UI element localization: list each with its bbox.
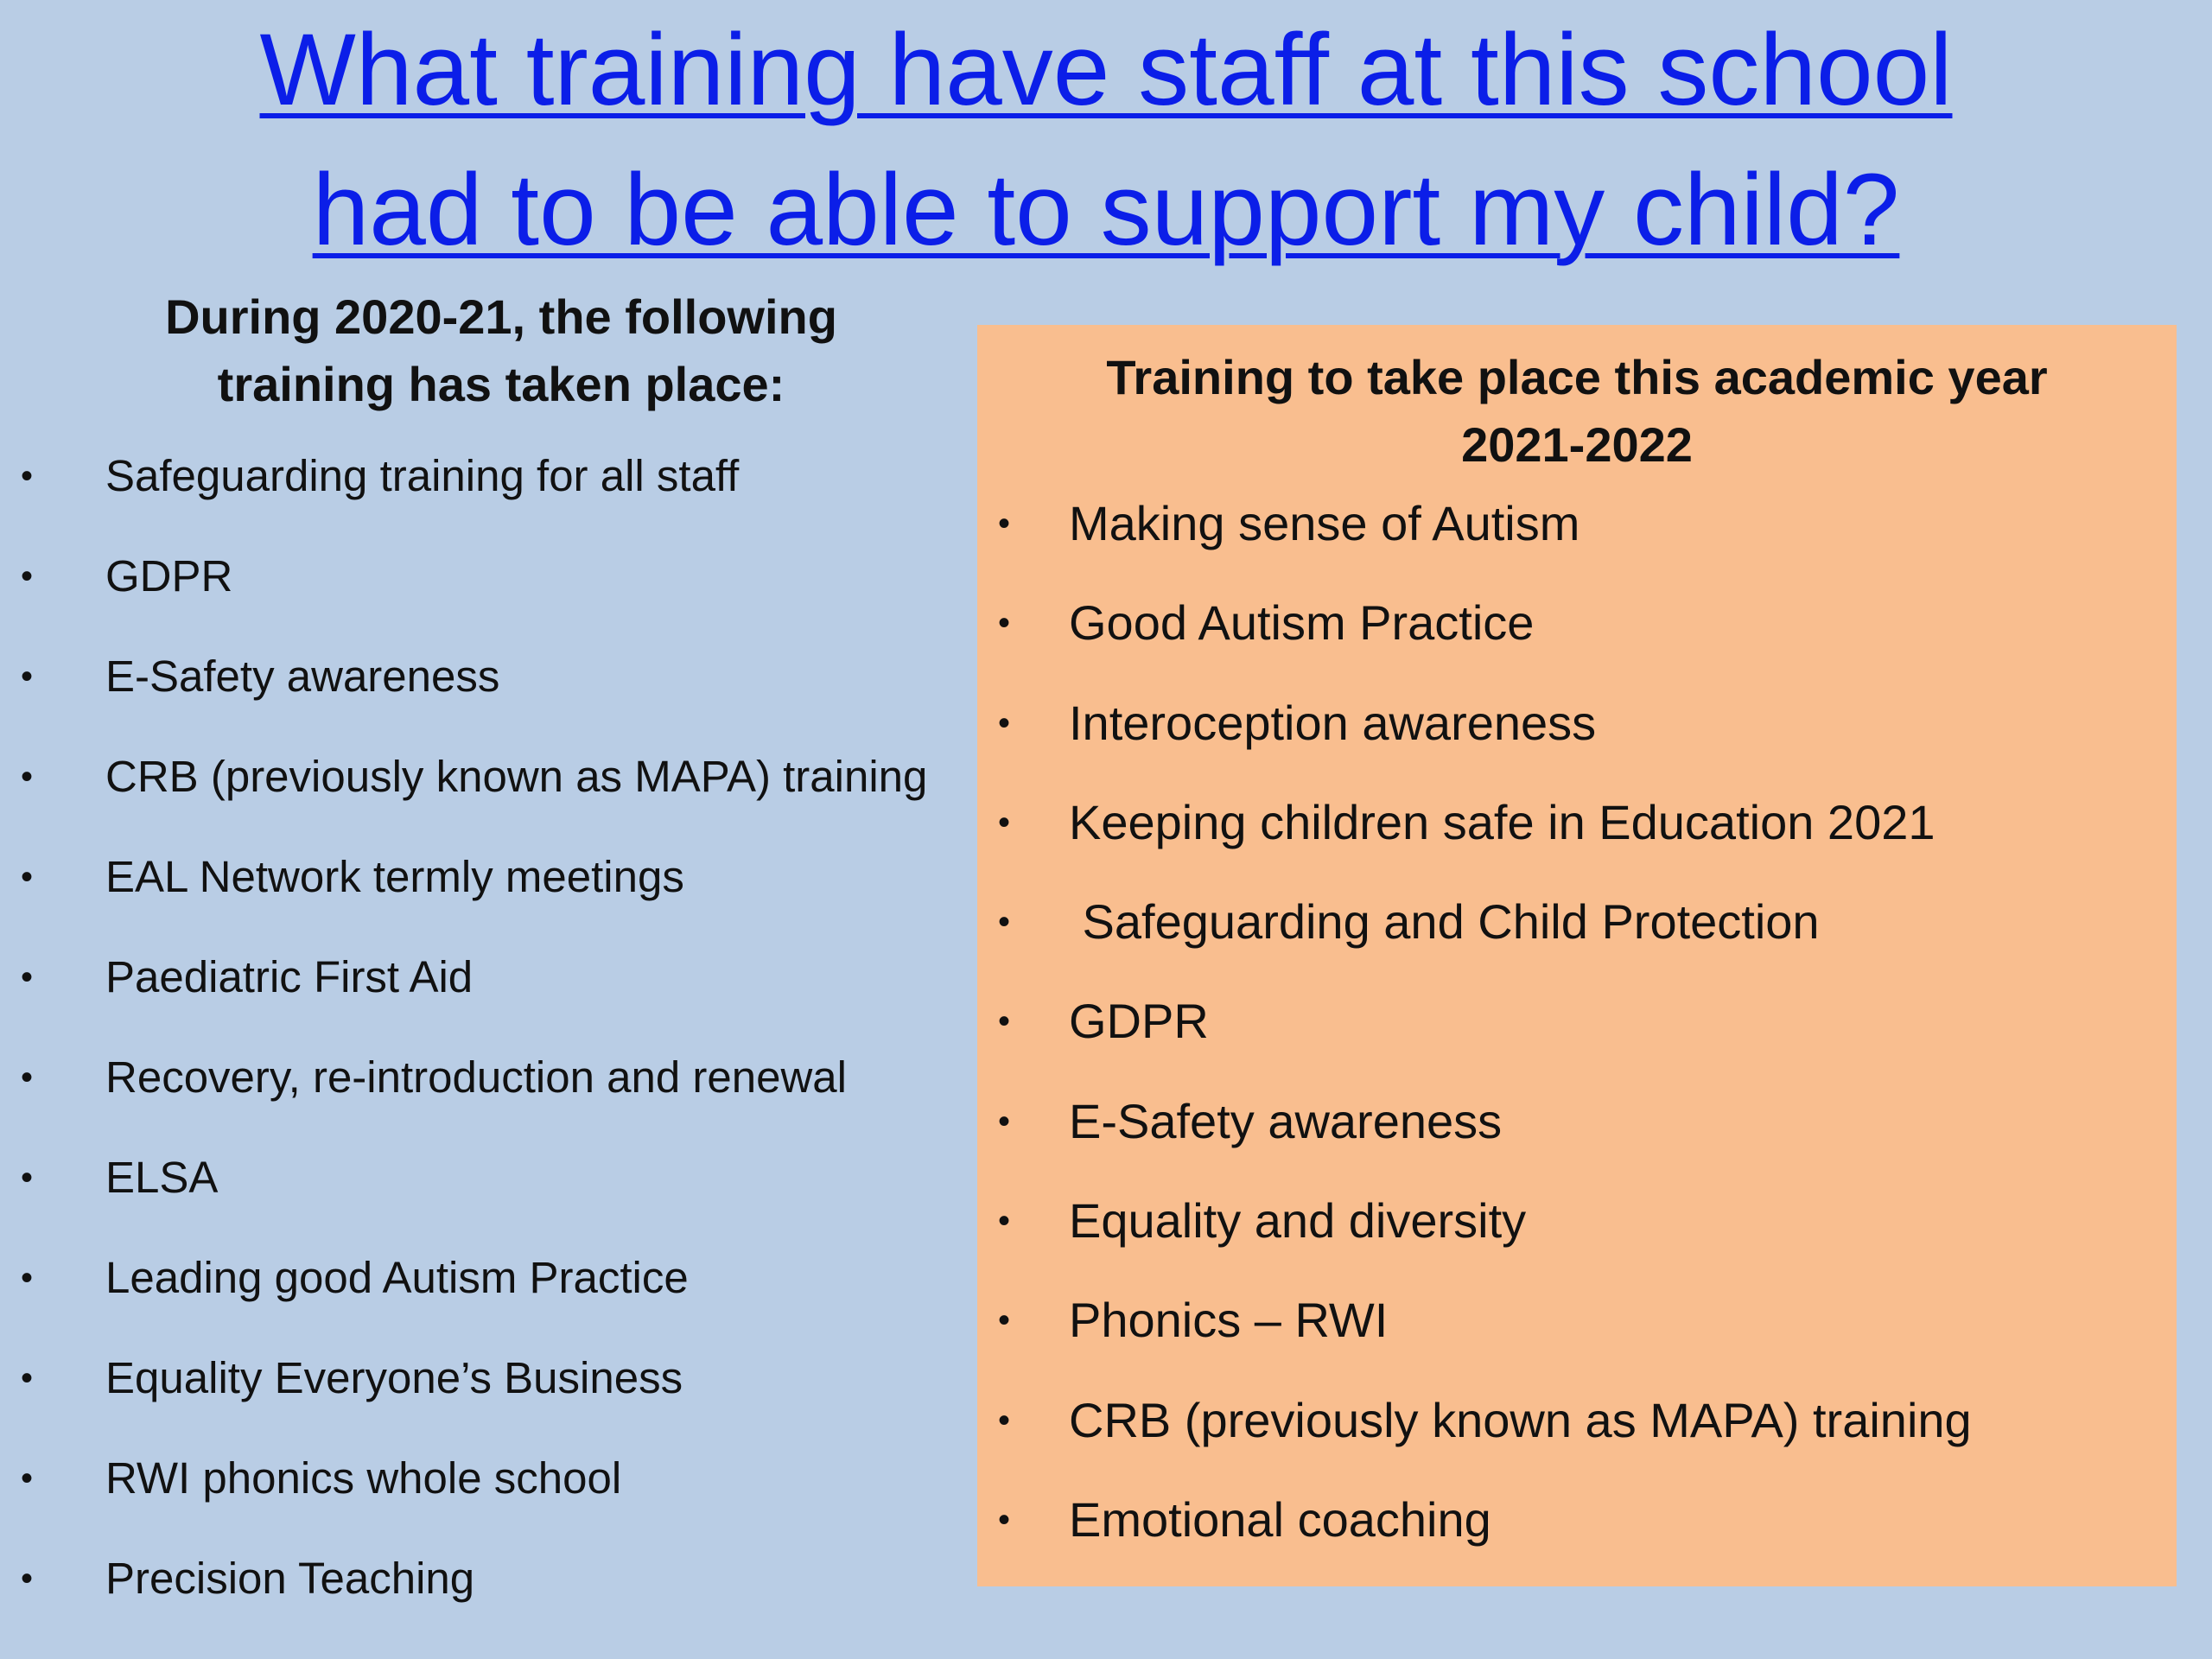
list-item [0, 1548, 968, 1649]
list-item [977, 790, 2177, 889]
bullet-icon: • [21, 1058, 34, 1096]
list-item [977, 1487, 2177, 1586]
bullet-icon: • [21, 658, 34, 696]
list-item [977, 1089, 2177, 1188]
list-item [0, 1248, 968, 1348]
page-title [0, 0, 2212, 280]
bullet-icon: • [998, 703, 1011, 742]
list-item [977, 690, 2177, 790]
left-section-heading [52, 283, 950, 418]
list-item-label: Leading good Autism Practice [105, 1253, 689, 1302]
list-item [977, 590, 2177, 690]
list-item-label: CRB (previously known as MAPA) training [1069, 1392, 1972, 1447]
bullet-icon: • [998, 1401, 1011, 1440]
bullet-icon: • [21, 858, 34, 896]
list-item-label: Keeping children safe in Education 2021 [1069, 794, 1936, 849]
list-item-label: Interoception awareness [1069, 695, 1597, 750]
list-item-label: Making sense of Autism [1069, 496, 1580, 550]
title-link-line-1[interactable]: What training have staff at this school [259, 13, 1953, 127]
completed-training-list [0, 446, 968, 1649]
bullet-icon: • [998, 803, 1011, 842]
list-item-label: Paediatric First Aid [105, 952, 474, 1001]
list-item [977, 1287, 2177, 1387]
list-item-label: Recovery, re-introduction and renewal [105, 1052, 847, 1102]
list-item [0, 546, 968, 646]
list-item-label: Safeguarding training for all staff [105, 451, 740, 500]
right-heading-line-2: 2021-2022 [1461, 417, 1693, 472]
bullet-icon: • [21, 1359, 34, 1397]
list-item-label: ELSA [105, 1153, 219, 1202]
bullet-icon: • [998, 1002, 1011, 1041]
list-item [0, 947, 968, 1047]
list-item [0, 847, 968, 947]
planned-training-panel [977, 325, 2177, 1586]
list-item [0, 1448, 968, 1548]
list-item-label: Emotional coaching [1069, 1491, 1491, 1547]
bullet-icon: • [21, 958, 34, 996]
bullet-icon: • [998, 505, 1011, 543]
bullet-icon: • [998, 1202, 1011, 1241]
list-item [0, 1147, 968, 1248]
list-item [0, 1348, 968, 1448]
list-item-label: EAL Network termly meetings [105, 852, 684, 901]
bullet-icon: • [21, 1259, 34, 1297]
bullet-icon: • [998, 1301, 1011, 1340]
list-item [977, 491, 2177, 590]
bullet-icon: • [21, 758, 34, 796]
bullet-icon: • [21, 557, 34, 595]
bullet-icon: • [21, 1560, 34, 1598]
list-item [0, 1047, 968, 1147]
list-item-label: Phonics – RWI [1069, 1293, 1389, 1348]
left-heading-line-1: During 2020-21, the following [165, 289, 837, 344]
list-item [0, 446, 968, 546]
list-item [0, 747, 968, 847]
bullet-icon: • [998, 1500, 1011, 1539]
bullet-icon: • [21, 1459, 34, 1497]
bullet-icon: • [21, 1159, 34, 1197]
list-item [977, 1388, 2177, 1487]
list-item-label: CRB (previously known as MAPA) training [105, 752, 928, 801]
right-section-heading [977, 344, 2177, 479]
list-item [0, 646, 968, 747]
list-item-label: Good Autism Practice [1069, 595, 1535, 651]
bullet-icon: • [998, 903, 1011, 942]
bullet-icon: • [21, 457, 34, 495]
planned-training-list [977, 491, 2177, 1586]
list-item-label: GDPR [105, 551, 233, 601]
title-link-line-2[interactable]: had to be able to support my child? [312, 153, 1900, 267]
list-item-label: RWI phonics whole school [105, 1453, 622, 1503]
list-item [977, 889, 2177, 988]
bullet-icon: • [998, 604, 1011, 643]
list-item-label: Equality Everyone’s Business [105, 1353, 683, 1402]
list-item-label: Precision Teaching [105, 1554, 475, 1603]
left-heading-line-2: training has taken place: [217, 357, 785, 411]
list-item-label: Safeguarding and Child Protection [1069, 894, 1820, 950]
list-item-label: E-Safety awareness [105, 652, 500, 701]
list-item-label: Equality and diversity [1069, 1193, 1527, 1249]
list-item [977, 988, 2177, 1088]
list-item-label: GDPR [1069, 994, 1209, 1049]
bullet-icon: • [998, 1102, 1011, 1141]
list-item-label: E-Safety awareness [1069, 1093, 1503, 1148]
list-item [977, 1188, 2177, 1287]
right-heading-line-1: Training to take place this academic year [1106, 350, 2048, 404]
